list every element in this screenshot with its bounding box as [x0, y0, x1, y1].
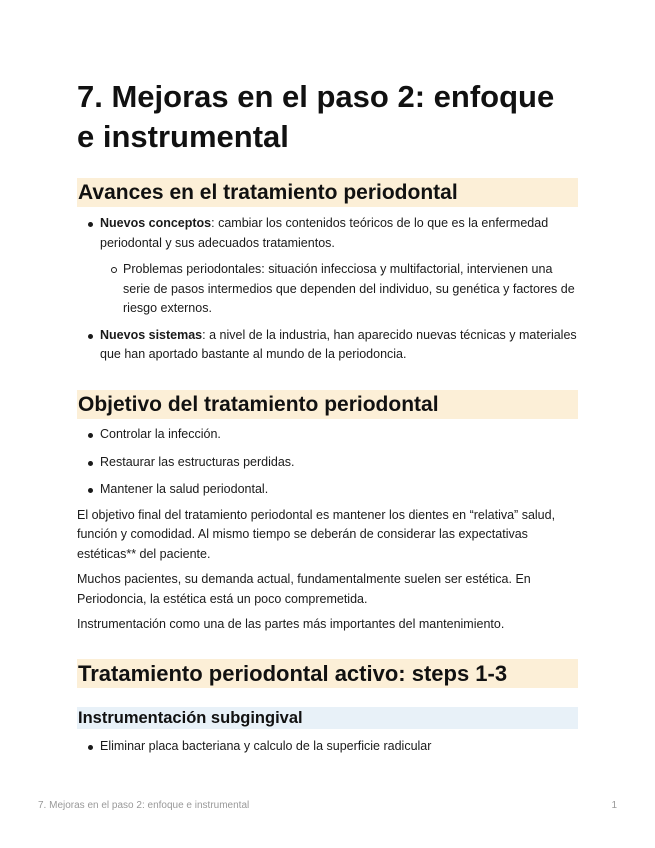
list-item: [77, 214, 578, 253]
section-objetivo-content: [77, 425, 578, 635]
section-heading-avances: Avances en el tratamiento periodontal: [77, 178, 578, 207]
list-item-text: : a nivel de la industria, han aparecido nuevas técnicas y materiales que han aportado bastante al mundo de la periodoncia.: [100, 327, 577, 361]
list-item: Mantener la salud periodontal.: [77, 480, 578, 500]
subsection-heading-instrumentacion: Instrumentación subgingival: [77, 707, 578, 729]
bullet-list: [77, 737, 578, 757]
bullet-list: [77, 214, 578, 365]
paragraph: Muchos pacientes, su demanda actual, fundamentalmente suelen ser estética. En Periodoncia, la estética está un poco compremetida.: [77, 572, 531, 606]
page-number: 1: [611, 800, 617, 811]
section-heading-objetivo: Objetivo del tratamiento periodontal: [77, 390, 578, 419]
section-instrumentacion-content: [77, 737, 578, 757]
paragraph: El objetivo final del tratamiento periodontal es mantener los dientes en “relativa” salud, función y comodidad. Al mismo tiempo se deberán de considerar las expectativas estéticas** del paciente.: [77, 507, 556, 561]
list-item-text: Problemas periodontales: situación infecciosa y multifactorial, intervienen una serie de pasos intermedios que dependen del individuo, su genética y factores de riesgo externos.: [123, 262, 575, 315]
list-item-text: : cambiar los contenidos teóricos de lo que es la enfermedad periodontal y sus adecuados tratamientos.: [100, 216, 549, 250]
section-heading-tratamiento-activo: Tratamiento periodontal activo: steps 1-3: [77, 659, 578, 688]
list-item: Controlar la infección.: [77, 425, 578, 445]
bold-term: Nuevos sistemas: [100, 327, 203, 342]
bold-term: Nuevos conceptos: [100, 216, 212, 230]
section-avances-content: [77, 214, 578, 365]
list-item: Restaurar las estructuras perdidas.: [77, 453, 578, 473]
page-title: 7. Mejoras en el paso 2: enfoque e instrumental: [77, 79, 555, 154]
footer-title: 7. Mejoras en el paso 2: enfoque e instrumental: [38, 800, 250, 811]
bullet-list: [77, 425, 578, 500]
list-item: Eliminar placa bacteriana y calculo de la superficie radicular: [77, 737, 578, 757]
paragraph: Instrumentación como una de las partes más importantes del mantenimiento.: [77, 617, 505, 631]
list-item: [77, 326, 578, 365]
sub-list-item: [77, 260, 578, 319]
